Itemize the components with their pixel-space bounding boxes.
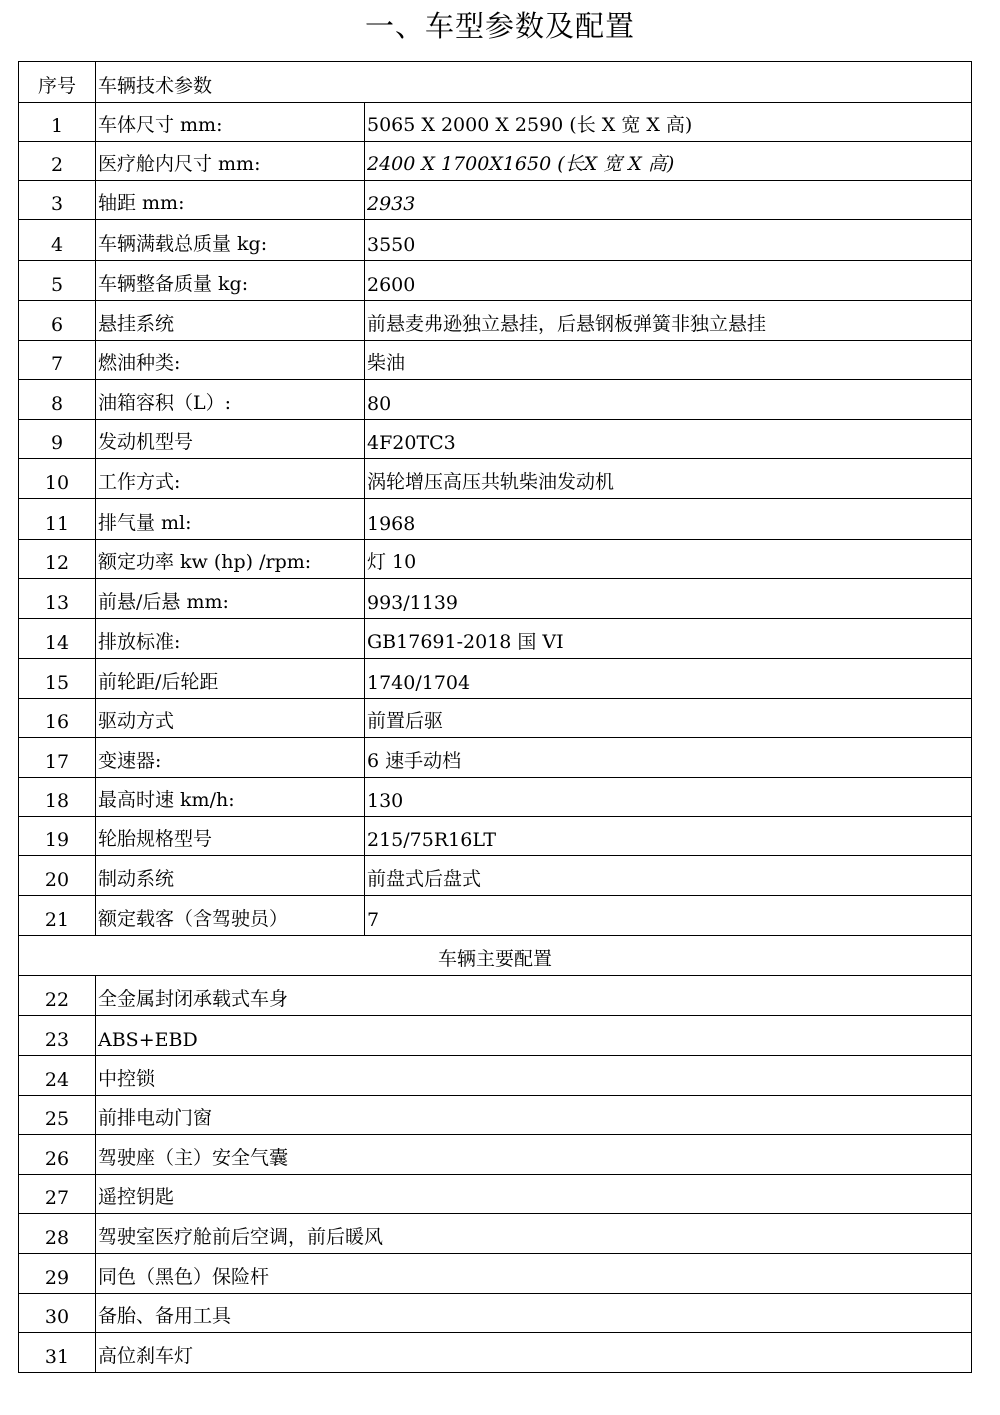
param-label: 额定载客（含驾驶员） [96, 896, 365, 936]
table-row [19, 778, 972, 817]
table-row [19, 103, 972, 142]
param-value: 5065 X 2000 X 2590 (长 X 宽 X 高) [365, 103, 972, 142]
table-row [19, 1135, 972, 1175]
param-value: 3550 [365, 220, 972, 261]
param-label: 最高时速 km/h: [96, 778, 365, 817]
param-value: 1968 [365, 499, 972, 540]
table-row [19, 1294, 972, 1333]
param-value: 7 [365, 896, 972, 936]
param-label: 发动机型号 [96, 420, 365, 459]
table-row [19, 659, 972, 699]
table-row [19, 261, 972, 301]
config-item: 高位刹车灯 [96, 1333, 972, 1373]
header-param: 车辆技术参数 [96, 62, 972, 103]
table-row [19, 738, 972, 778]
config-item: 驾驶室医疗舱前后空调，前后暖风 [96, 1214, 972, 1254]
row-number: 11 [19, 499, 96, 540]
row-number: 27 [19, 1175, 96, 1214]
table-row [19, 1016, 972, 1056]
table-row [19, 540, 972, 579]
row-number: 4 [19, 220, 96, 261]
param-label: 悬挂系统 [96, 301, 365, 341]
config-item: 全金属封闭承载式车身 [96, 976, 972, 1016]
param-value: 80 [365, 380, 972, 420]
table-row [19, 301, 972, 341]
table-row [19, 1056, 972, 1096]
param-label: 油箱容积（L）: [96, 380, 365, 420]
config-item: 备胎、备用工具 [96, 1294, 972, 1333]
config-item: ABS+EBD [96, 1016, 972, 1056]
section-header-row [19, 936, 972, 976]
row-number: 18 [19, 778, 96, 817]
param-label: 医疗舱内尺寸 mm: [96, 142, 365, 181]
param-label: 轴距 mm: [96, 181, 365, 220]
table-row [19, 1096, 972, 1135]
row-number: 19 [19, 817, 96, 856]
param-label: 排放标准: [96, 619, 365, 659]
config-item: 中控锁 [96, 1056, 972, 1096]
table-row [19, 579, 972, 619]
param-value: 130 [365, 778, 972, 817]
header-no: 序号 [19, 62, 96, 103]
row-number: 16 [19, 699, 96, 738]
config-item: 驾驶座（主）安全气囊 [96, 1135, 972, 1175]
param-value: 4F20TC3 [365, 420, 972, 459]
param-value: 前盘式后盘式 [365, 856, 972, 896]
table-row [19, 1333, 972, 1373]
row-number: 12 [19, 540, 96, 579]
table-row [19, 976, 972, 1016]
row-number: 3 [19, 181, 96, 220]
config-section-title: 车辆主要配置 [19, 936, 972, 976]
row-number: 28 [19, 1214, 96, 1254]
param-value: 柴油 [365, 341, 972, 380]
param-value: 前置后驱 [365, 699, 972, 738]
table-header-row [19, 62, 972, 103]
param-label: 前轮距/后轮距 [96, 659, 365, 699]
param-value: 涡轮增压高压共轨柴油发动机 [365, 459, 972, 499]
param-label: 制动系统 [96, 856, 365, 896]
row-number: 26 [19, 1135, 96, 1175]
row-number: 14 [19, 619, 96, 659]
param-label: 变速器: [96, 738, 365, 778]
table-row [19, 499, 972, 540]
row-number: 13 [19, 579, 96, 619]
row-number: 2 [19, 142, 96, 181]
table-row [19, 699, 972, 738]
param-value: 灯 10 [365, 540, 972, 579]
param-label: 排气量 ml: [96, 499, 365, 540]
row-number: 6 [19, 301, 96, 341]
config-item: 前排电动门窗 [96, 1096, 972, 1135]
param-value: 前悬麦弗逊独立悬挂，后悬钢板弹簧非独立悬挂 [365, 301, 972, 341]
row-number: 22 [19, 976, 96, 1016]
row-number: 5 [19, 261, 96, 301]
page-title: 一、车型参数及配置 [364, 9, 635, 43]
table-row [19, 856, 972, 896]
param-label: 车辆满载总质量 kg: [96, 220, 365, 261]
row-number: 29 [19, 1254, 96, 1294]
table-row [19, 1254, 972, 1294]
param-label: 前悬/后悬 mm: [96, 579, 365, 619]
row-number: 24 [19, 1056, 96, 1096]
row-number: 1 [19, 103, 96, 142]
row-number: 21 [19, 896, 96, 936]
row-number: 15 [19, 659, 96, 699]
param-label: 车辆整备质量 kg: [96, 261, 365, 301]
table-row [19, 341, 972, 380]
param-value: GB17691-2018 国 VI [365, 619, 972, 659]
row-number: 23 [19, 1016, 96, 1056]
row-number: 7 [19, 341, 96, 380]
table-row [19, 619, 972, 659]
row-number: 9 [19, 420, 96, 459]
param-value: 2400 X 1700X1650 (长X 宽 X 高) [365, 142, 972, 181]
param-value: 215/75R16LT [365, 817, 972, 856]
table-row [19, 380, 972, 420]
spec-table [18, 61, 972, 1373]
table-row [19, 181, 972, 220]
param-value: 993/1139 [365, 579, 972, 619]
param-label: 驱动方式 [96, 699, 365, 738]
param-value: 6 速手动档 [365, 738, 972, 778]
row-number: 10 [19, 459, 96, 499]
row-number: 30 [19, 1294, 96, 1333]
table-row [19, 1214, 972, 1254]
table-row [19, 1175, 972, 1214]
row-number: 8 [19, 380, 96, 420]
param-value: 2600 [365, 261, 972, 301]
table-row [19, 817, 972, 856]
table-row [19, 459, 972, 499]
param-label: 额定功率 kw (hp) /rpm: [96, 540, 365, 579]
param-label: 工作方式: [96, 459, 365, 499]
table-row [19, 896, 972, 936]
param-label: 轮胎规格型号 [96, 817, 365, 856]
param-label: 燃油种类: [96, 341, 365, 380]
row-number: 17 [19, 738, 96, 778]
param-value: 2933 [365, 181, 972, 220]
config-item: 遥控钥匙 [96, 1175, 972, 1214]
table-row [19, 420, 972, 459]
table-row [19, 142, 972, 181]
row-number: 31 [19, 1333, 96, 1373]
table-row [19, 220, 972, 261]
row-number: 20 [19, 856, 96, 896]
row-number: 25 [19, 1096, 96, 1135]
param-label: 车体尺寸 mm: [96, 103, 365, 142]
param-value: 1740/1704 [365, 659, 972, 699]
config-item: 同色（黑色）保险杆 [96, 1254, 972, 1294]
